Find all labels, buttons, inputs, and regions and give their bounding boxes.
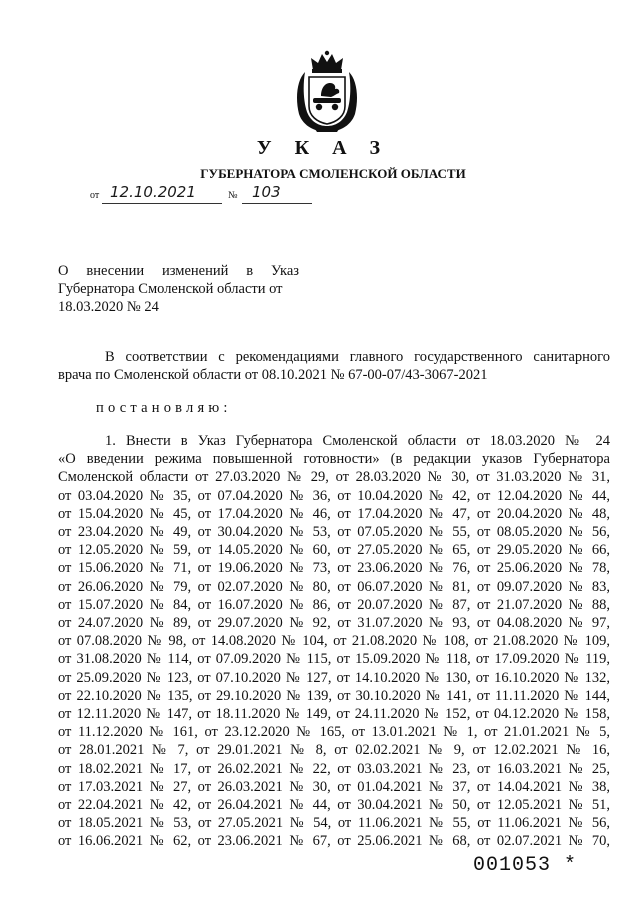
body-line: Смоленской области от 27.03.2020 № 29, от 28.03.2020 № 30, от 31.03.2020 № 31,: [58, 469, 610, 486]
body-line: от 12.11.2020 № 147, от 18.11.2020 № 149, от 24.11.2020 № 152, от 04.12.2020 № 158,: [58, 706, 610, 723]
body-line: от 25.09.2020 № 123, от 07.10.2020 № 127, от 14.10.2020 № 130, от 16.10.2020 № 132,: [58, 669, 610, 686]
body-line: от 18.05.2021 № 53, от 27.05.2021 № 54, от 11.06.2021 № 55, от 11.06.2021 № 56,: [58, 815, 610, 832]
body-line: от 17.03.2021 № 27, от 26.03.2021 № 30, от 01.04.2021 № 37, от 14.04.2021 № 38,: [58, 778, 610, 795]
document-subject: [58, 262, 299, 316]
number-prefix: №: [228, 190, 238, 201]
serial-stamp: 001053 *: [473, 854, 578, 877]
body-line: от 31.08.2020 № 114, от 07.09.2020 № 115, от 15.09.2020 № 118, от 17.09.2020 № 119,: [58, 651, 610, 668]
handwritten-date: 12.10.2021: [110, 183, 196, 201]
body-line: от 15.04.2020 № 45, от 17.04.2020 № 46, от 17.04.2020 № 47, от 20.04.2020 № 48,: [58, 505, 610, 522]
handwritten-number: 103: [252, 183, 281, 201]
body-line: от 12.05.2020 № 59, от 14.05.2020 № 60, от 27.05.2020 № 65, от 29.05.2020 № 66,: [58, 542, 610, 559]
body-line: от 03.04.2020 № 35, от 07.04.2020 № 36, от 10.04.2020 № 42, от 12.04.2020 № 44,: [58, 487, 610, 504]
coat-of-arms-emblem: [291, 50, 363, 134]
preamble: [58, 348, 610, 384]
body-line: 1. Внести в Указ Губернатора Смоленской области от 18.03.2020 № 24: [105, 433, 610, 449]
body-line: от 15.07.2020 № 84, от 16.07.2020 № 86, от 20.07.2020 № 87, от 21.07.2020 № 88,: [58, 596, 610, 613]
body-line: от 15.06.2020 № 71, от 19.06.2020 № 73, от 23.06.2020 № 76, от 25.06.2020 № 78,: [58, 560, 610, 577]
emblem-base: [313, 126, 341, 132]
body-line: от 24.07.2020 № 89, от 29.07.2020 № 92, от 31.07.2020 № 93, от 04.08.2020 № 97,: [58, 615, 610, 632]
issue-date-number: [90, 183, 320, 205]
body-line: «О введении режима повышенной готовности» (в редакции указов Губернатора: [58, 451, 610, 468]
subject-line-2: Губернатора Смоленской области от: [58, 281, 283, 297]
preamble-line-1: В соответствии с рекомендациями главного государственного санитарного: [105, 349, 610, 365]
body-line: от 22.04.2021 № 42, от 26.04.2021 № 44, от 30.04.2021 № 50, от 12.05.2021 № 51,: [58, 797, 610, 814]
body-line: от 23.04.2020 № 49, от 30.04.2020 № 53, от 07.05.2020 № 55, от 08.05.2020 № 56,: [58, 524, 610, 541]
clause-1-paragraph: [58, 432, 610, 851]
body-line: от 26.06.2020 № 79, от 02.07.2020 № 80, от 06.07.2020 № 81, от 09.07.2020 № 83,: [58, 578, 610, 595]
issuing-authority: ГУБЕРНАТОРА СМОЛЕНСКОЙ ОБЛАСТИ: [200, 166, 466, 181]
body-line: от 07.08.2020 № 98, от 14.08.2020 № 104, от 21.08.2020 № 108, от 21.08.2020 № 109,: [58, 633, 610, 650]
preamble-line-2: врача по Смоленской области от 08.10.2021 № 67-00-07/43-3067-2021: [58, 367, 488, 383]
body-line: от 11.12.2020 № 161, от 23.12.2020 № 165, от 13.01.2021 № 1, от 21.01.2021 № 5,: [58, 724, 610, 741]
body-line: от 28.01.2021 № 7, от 29.01.2021 № 8, от 02.02.2021 № 9, от 12.02.2021 № 16,: [58, 742, 610, 759]
body-line: от 16.06.2021 № 62, от 23.06.2021 № 67, от 25.06.2021 № 68, от 02.07.2021 № 70,: [58, 833, 610, 850]
number-underline: [242, 203, 312, 204]
document-title: У К А З: [256, 137, 390, 159]
subject-line-3: 18.03.2020 № 24: [58, 299, 159, 315]
date-underline: [102, 203, 222, 204]
body-line: от 18.02.2021 № 17, от 26.02.2021 № 22, от 03.03.2021 № 23, от 16.03.2021 № 25,: [58, 760, 610, 777]
resolution-keyword: постановляю:: [96, 400, 232, 416]
date-prefix: от: [90, 190, 100, 201]
body-line: от 22.10.2020 № 135, от 29.10.2020 № 139, от 30.10.2020 № 141, от 11.11.2020 № 144,: [58, 687, 610, 704]
subject-line-1: О внесении изменений в Указ: [58, 263, 299, 279]
crown-icon: [311, 51, 343, 73]
